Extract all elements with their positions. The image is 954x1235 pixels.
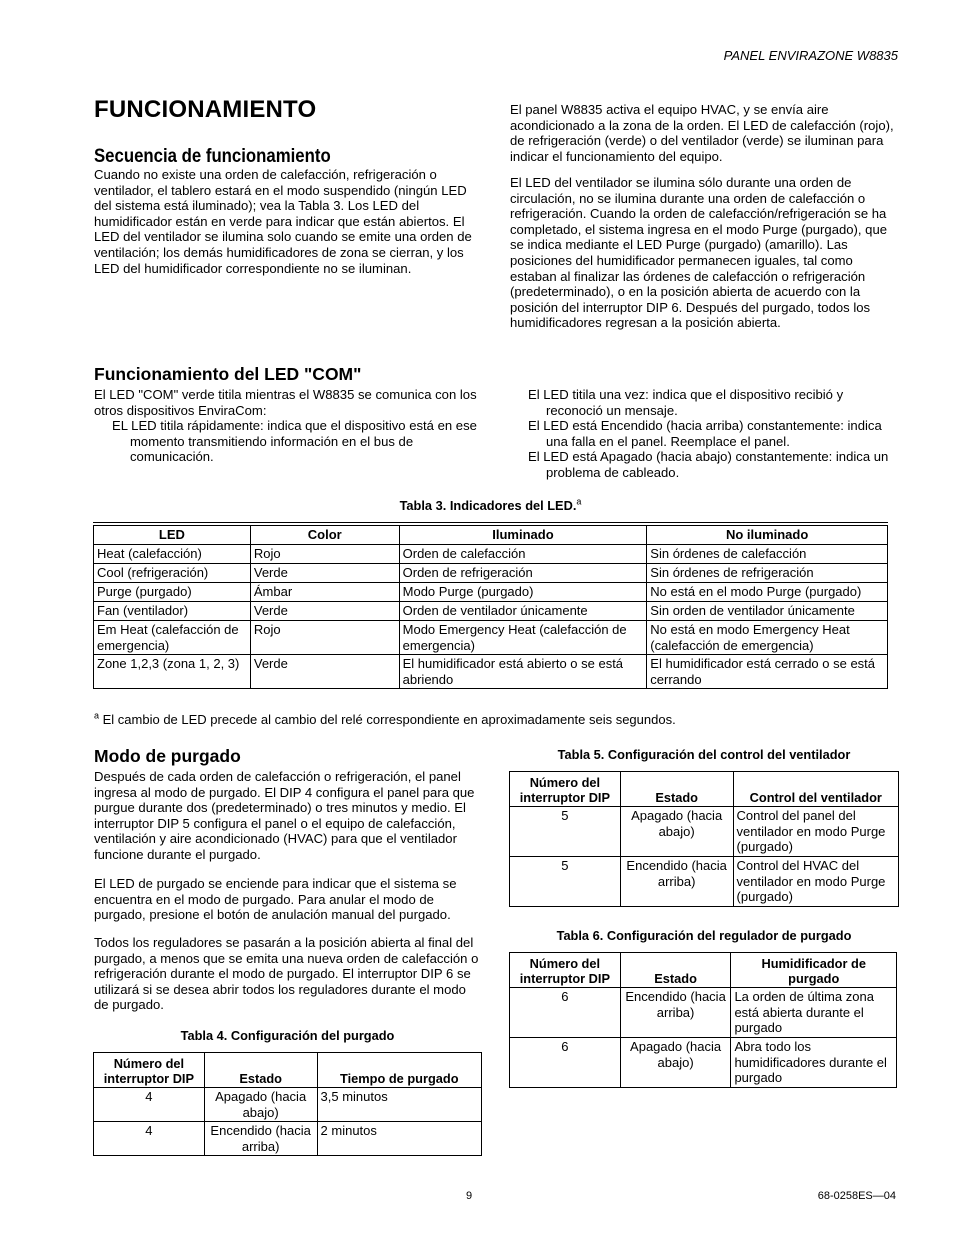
column-header: Iluminado bbox=[399, 524, 647, 545]
table-cell: Verde bbox=[250, 564, 399, 583]
document-code: 68-0258ES—04 bbox=[817, 1190, 896, 1202]
sequence-paragraph-1: Cuando no existe una orden de calefacción, refrigeración o ventilador, el tablero estará en el modo suspendido (ningún LED del sistema está iluminado); vea la Tabla 3. Los LED del humidificador están en verde para indicar que están abiertos. El LED del ventilador se ilumina solo cuando se emite una orden de ventilación; los demás humidificadores de zona se cierran, y los LED del humidificador correspondiente no se iluminan. bbox=[94, 167, 472, 276]
column-header: Tiempo de purgado bbox=[317, 1053, 481, 1088]
table-led-indicators bbox=[93, 522, 888, 689]
sequence-heading: Secuencia de funcionamiento bbox=[94, 145, 331, 167]
table-row bbox=[94, 564, 888, 583]
table-row bbox=[510, 1038, 897, 1088]
table-row bbox=[94, 602, 888, 621]
table-cell: Sin órdenes de calefacción bbox=[647, 545, 888, 564]
table-cell: 2 minutos bbox=[317, 1122, 481, 1156]
table-cell: No está en modo Emergency Heat (calefacción de emergencia) bbox=[647, 621, 888, 655]
table-row bbox=[94, 545, 888, 564]
table-row bbox=[94, 655, 888, 689]
table-cell: Control del HVAC del ventilador en modo Purge (purgado) bbox=[733, 857, 898, 907]
purge-paragraph-2: El LED de purgado se enciende para indicar que el sistema se encuentra en el modo de purgado. Para anular el modo de purgado, presione el botón de anulación manual del purgado. bbox=[94, 876, 457, 923]
com-led-item: EL LED titila rápidamente: indica que el dispositivo está en ese momento transmitiendo información en el bus de comunicación. bbox=[112, 418, 477, 465]
table-cell: Sin órdenes de refrigeración bbox=[647, 564, 888, 583]
column-header: Humidificador de purgado bbox=[731, 953, 897, 988]
table-cell: Encendido (hacia arriba) bbox=[620, 988, 731, 1038]
table3-footnote: $^a$ El cambio de LED precede al cambio del relé correspondiente en aproximadamente seis segundos. bbox=[94, 710, 676, 727]
table-purge-damper-config bbox=[509, 952, 897, 1088]
table-cell: 5 bbox=[510, 807, 621, 857]
table-cell: Cool (refrigeración) bbox=[94, 564, 251, 583]
table3-caption: Tabla 3. Indicadores del LED.$^a$ bbox=[399, 496, 582, 513]
column-header: Estado bbox=[204, 1053, 317, 1088]
table6-caption: Tabla 6. Configuración del regulador de purgado bbox=[556, 928, 852, 943]
column-header: Control del ventilador bbox=[733, 772, 898, 807]
table-cell: Orden de calefacción bbox=[399, 545, 647, 564]
sequence-paragraph-2: El panel W8835 activa el equipo HVAC, y se envía aire acondicionado a la zona de la orden. El LED de calefacción (rojo), de refrigeración (verde) o del ventilador (verde) se iluminan para indicar el funcionamiento del equipo. bbox=[510, 102, 894, 164]
table-cell: 3,5 minutos bbox=[317, 1088, 481, 1122]
table-row bbox=[94, 583, 888, 602]
com-led-intro: El LED "COM" verde titila mientras el W8835 se comunica con los otros dispositivos EnviraCom: bbox=[94, 387, 477, 418]
page-number: 9 bbox=[466, 1190, 473, 1202]
table-cell: 6 bbox=[510, 988, 621, 1038]
table-purge-config bbox=[93, 1052, 482, 1156]
table-row bbox=[510, 857, 899, 907]
table-row bbox=[510, 988, 897, 1038]
table-cell: Apagado (hacia abajo) bbox=[620, 1038, 731, 1088]
com-led-item: El LED titila una vez: indica que el dispositivo recibió y reconoció un mensaje. bbox=[528, 387, 844, 418]
table-cell: 4 bbox=[94, 1122, 205, 1156]
table-cell: Heat (calefacción) bbox=[94, 545, 251, 564]
table-row bbox=[94, 1088, 482, 1122]
table-header-row bbox=[510, 772, 899, 807]
table-header-row bbox=[510, 953, 897, 988]
column-header: LED bbox=[94, 524, 251, 545]
column-header: No iluminado bbox=[647, 524, 888, 545]
table-cell: Em Heat (calefacción de emergencia) bbox=[94, 621, 251, 655]
table-cell: Encendido (hacia arriba) bbox=[620, 857, 733, 907]
column-header: Número del interruptor DIP bbox=[510, 953, 621, 988]
column-header: Estado bbox=[620, 953, 731, 988]
table-cell: Verde bbox=[250, 602, 399, 621]
purge-paragraph-1: Después de cada orden de calefacción o refrigeración, el panel ingresa al modo de purgado. El DIP 4 configura el panel para que purgue durante dos (predeterminado) o tres minutos y medio. El interruptor DIP 5 configura el panel o el equipo de calefacción, ventilación y aire acondicionado (HVAC) para que el ventilador funcione durante el purgado. bbox=[94, 769, 475, 862]
table-cell: Encendido (hacia arriba) bbox=[204, 1122, 317, 1156]
table-cell: Modo Emergency Heat (calefacción de emergencia) bbox=[399, 621, 647, 655]
table-cell: Apagado (hacia abajo) bbox=[204, 1088, 317, 1122]
section-title: FUNCIONAMIENTO bbox=[94, 96, 317, 123]
table-row bbox=[510, 807, 899, 857]
running-header: PANEL ENVIRAZONE W8835 bbox=[723, 48, 898, 63]
table-cell: La orden de última zona está abierta durante el purgado bbox=[731, 988, 897, 1038]
column-header: Número del interruptor DIP bbox=[94, 1053, 205, 1088]
com-led-body bbox=[94, 387, 484, 465]
table-header-row bbox=[94, 524, 888, 545]
table-cell: Abra todo los humidificadores durante el purgado bbox=[731, 1038, 897, 1088]
table-cell: Ámbar bbox=[250, 583, 399, 602]
table5-caption: Tabla 5. Configuración del control del ventilador bbox=[557, 747, 851, 762]
table-cell: Fan (ventilador) bbox=[94, 602, 251, 621]
table-cell: Sin orden de ventilador únicamente bbox=[647, 602, 888, 621]
table-cell: Rojo bbox=[250, 545, 399, 564]
sequence-paragraph-3: El LED del ventilador se ilumina sólo durante una orden de circulación, no se ilumina durante una orden de calefacción o refrigeración. Cuando la orden de calefacción/refrigeración se ha completado, el sistema ingresa en el modo Purge (purgado), que se indica mediante el LED Purge (purgado) (amarillo). Las posiciones del humidificador permanecen iguales, tal como estaban al finalizar las órdenes de calefacción o refrigeración (predeterminado), o en la posición abierta de acuerdo con la posición del interruptor DIP 6. Después del purgado, todos los humidificadores regresan a la posición abierta. bbox=[510, 175, 888, 331]
com-led-heading: Funcionamiento del LED "COM" bbox=[94, 364, 362, 384]
table-cell: Purge (purgado) bbox=[94, 583, 251, 602]
table-row bbox=[94, 621, 888, 655]
table-cell: Rojo bbox=[250, 621, 399, 655]
table-cell: Verde bbox=[250, 655, 399, 689]
column-header: Color bbox=[250, 524, 399, 545]
table-cell: El humidificador está abierto o se está abriendo bbox=[399, 655, 647, 689]
table-cell: El humidificador está cerrado o se está cerrando bbox=[647, 655, 888, 689]
table-row bbox=[94, 1122, 482, 1156]
table-cell: Orden de ventilador únicamente bbox=[399, 602, 647, 621]
com-led-item: El LED está Encendido (hacia arriba) constantemente: indica una falla en el panel. Reemplace el panel. bbox=[528, 418, 882, 449]
table-header-row bbox=[94, 1053, 482, 1088]
table-cell: Modo Purge (purgado) bbox=[399, 583, 647, 602]
table-cell: Zone 1,2,3 (zona 1, 2, 3) bbox=[94, 655, 251, 689]
table-cell: Apagado (hacia abajo) bbox=[620, 807, 733, 857]
column-header: Estado bbox=[620, 772, 733, 807]
com-led-item: El LED está Apagado (hacia abajo) constantemente: indica un problema de cableado. bbox=[528, 449, 889, 480]
table-cell: 6 bbox=[510, 1038, 621, 1088]
purge-paragraph-3: Todos los reguladores se pasarán a la posición abierta al final del purgado, a menos que se emita una nueva orden de calefacción o refrigeración durante el modo de purgado. El interruptor DIP 6 se utilizará si se desea abrir todos los reguladores durante el modo de purgado. bbox=[94, 935, 479, 1013]
purge-heading: Modo de purgado bbox=[94, 746, 241, 766]
table4-caption: Tabla 4. Configuración del purgado bbox=[180, 1028, 395, 1043]
table-cell: No está en el modo Purge (purgado) bbox=[647, 583, 888, 602]
table-cell: 5 bbox=[510, 857, 621, 907]
table-cell: Control del panel del ventilador en modo Purge (purgado) bbox=[733, 807, 898, 857]
column-header: Número del interruptor DIP bbox=[510, 772, 621, 807]
com-led-list-continued bbox=[528, 387, 900, 481]
table-cell: Orden de refrigeración bbox=[399, 564, 647, 583]
table-cell: 4 bbox=[94, 1088, 205, 1122]
table-fan-control-config bbox=[509, 771, 899, 907]
